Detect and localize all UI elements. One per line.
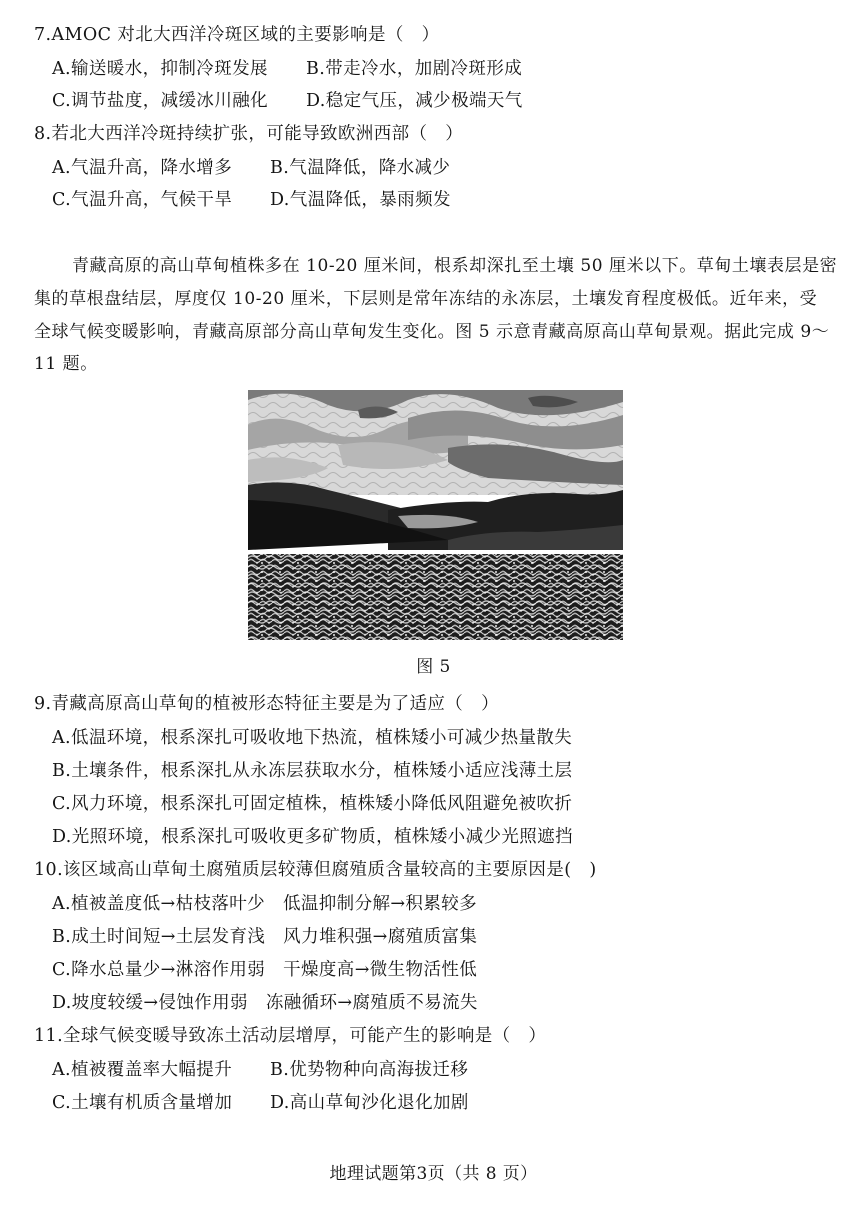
question-11-options-row-1: [52, 1059, 469, 1081]
question-7-options-row-1: [52, 58, 523, 80]
question-8-option-c: C.气温升高，气候干旱: [52, 190, 233, 210]
question-9-stem: 9.青藏高原高山草甸的植被形态特征主要是为了适应（ ）: [34, 694, 499, 714]
question-11-options-row-2: [52, 1092, 469, 1114]
question-10-stem: 10.该区域高山草甸土腐殖质层较薄但腐殖质含量较高的主要原因是( ): [34, 860, 597, 880]
question-9-option-b: B.土壤条件，根系深扎从永冻层获取水分，植株矮小适应浅薄土层: [52, 761, 573, 781]
question-10-option-b: B.成土时间短→土层发育浅 风力堆积强→腐殖质富集: [52, 927, 478, 947]
question-7-stem: 7.AMOC 对北大西洋冷斑区域的主要影响是（ ）: [34, 25, 440, 45]
question-8-option-b: B.气温降低，降水减少: [270, 158, 451, 178]
question-8-option-d: D.气温降低，暴雨频发: [270, 190, 451, 210]
passage-line-1: 青藏高原的高山草甸植株多在 10-20 厘米间，根系却深扎至土壤 50 厘米以下。草甸土壤表层是密: [72, 256, 838, 276]
question-8-stem: 8.若北大西洋冷斑持续扩张，可能导致欧洲西部（ ）: [34, 124, 464, 144]
question-11-option-a: A.植被覆盖率大幅提升: [52, 1060, 233, 1080]
page-footer: 地理试题第3页（共 8 页）: [329, 1164, 538, 1184]
passage-line-4: 11 题。: [34, 354, 98, 374]
figure-caption: 图 5: [416, 657, 451, 677]
alpine-meadow-photo: [248, 390, 623, 640]
question-8-options-row-1: [52, 157, 451, 179]
question-8-options-row-2: [52, 189, 451, 211]
question-7-option-b: B.带走冷水，加剧冷斑形成: [306, 59, 523, 79]
question-9-option-d: D.光照环境，根系深扎可吸收更多矿物质，植株矮小减少光照遮挡: [52, 827, 573, 847]
question-10-option-a: A.植被盖度低→枯枝落叶少 低温抑制分解→积累较多: [52, 894, 478, 914]
passage-line-2: 集的草根盘结层，厚度仅 10-20 厘米，下层则是常年冻结的永冻层，土壤发育程度极低。近年来，受: [34, 289, 818, 309]
question-11-stem: 11.全球气候变暖导致冻土活动层增厚，可能产生的影响是（ ）: [34, 1026, 547, 1046]
question-9-option-c: C.风力环境，根系深扎可固定植株，植株矮小降低风阻避免被吹折: [52, 794, 573, 814]
question-9-option-a: A.低温环境，根系深扎可吸收地下热流，植株矮小可减少热量散失: [52, 728, 573, 748]
question-7-options-row-2: [52, 90, 523, 112]
passage-line-3: 全球气候变暖影响，青藏高原部分高山草甸发生变化。图 5 示意青藏高原高山草甸景观。据此完成 9～: [34, 322, 830, 342]
question-11-option-b: B.优势物种向高海拔迁移: [270, 1060, 469, 1080]
question-7-option-c: C.调节盐度，减缓冰川融化: [52, 91, 269, 111]
question-7-option-d: D.稳定气压，减少极端天气: [306, 91, 523, 111]
question-10-option-d: D.坡度较缓→侵蚀作用弱 冻融循环→腐殖质不易流失: [52, 993, 478, 1013]
question-10-option-c: C.降水总量少→淋溶作用弱 干燥度高→微生物活性低: [52, 960, 478, 980]
question-11-option-c: C.土壤有机质含量增加: [52, 1093, 233, 1113]
question-7-option-a: A.输送暖水，抑制冷斑发展: [52, 59, 268, 79]
question-8-option-a: A.气温升高，降水增多: [52, 158, 233, 178]
question-11-option-d: D.高山草甸沙化退化加剧: [270, 1093, 469, 1113]
